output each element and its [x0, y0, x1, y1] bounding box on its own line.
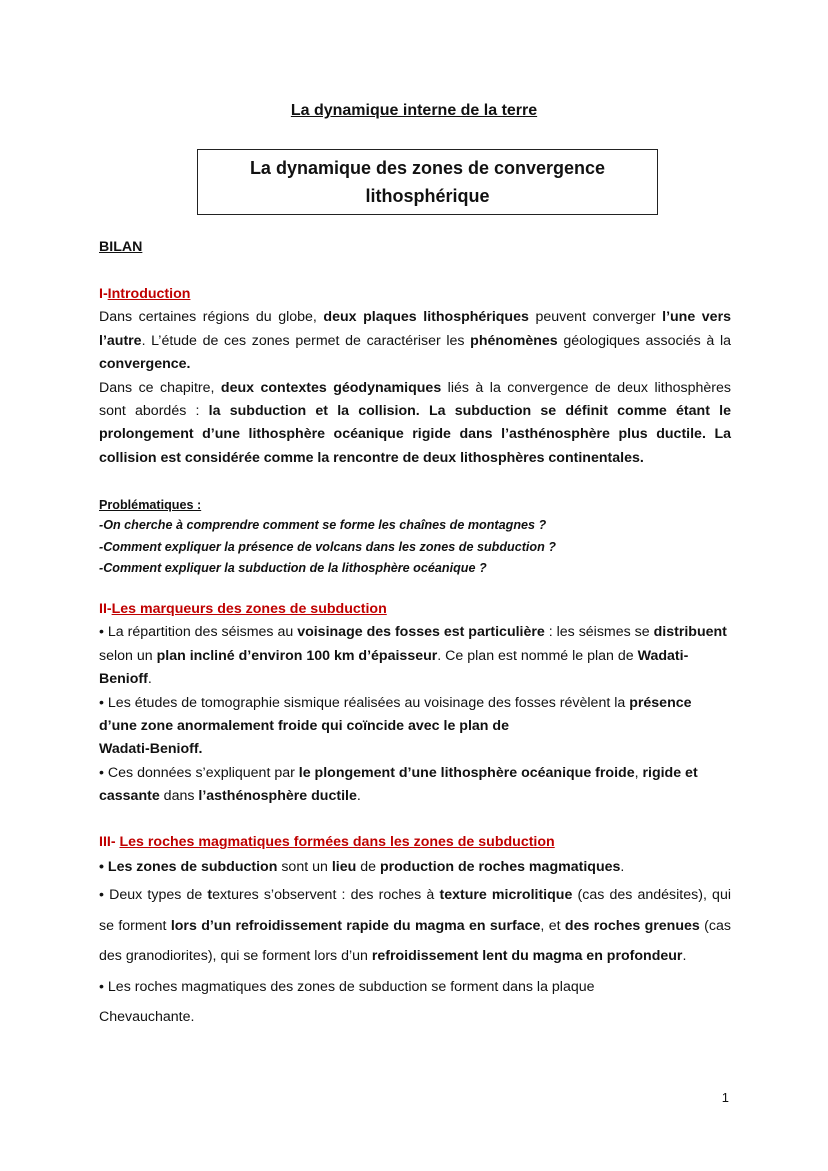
bullet-paragraph — [99, 854, 731, 880]
bullet-paragraph — [99, 972, 731, 1033]
bold-text: la subduction et la collision. La subduction se définit comme étant le prolongement d’une lithosphère océanique rigide dans l’asthénosphère plus ductile. La collision est considérée comme la rencontre de deux lithosphères continentales. — [99, 403, 731, 466]
text: sont un — [277, 859, 332, 875]
bold-text: Wadati-Benioff — [99, 647, 689, 688]
bullet-paragraph — [99, 692, 731, 762]
bold-text: l’asthénosphère ductile — [198, 788, 357, 805]
problematique-item: -Comment expliquer la subduction de la lithosphère océanique ? — [99, 561, 487, 575]
text: (cas des granodiorites), qui se forment lors d’un — [99, 917, 731, 964]
bullet-paragraph — [99, 880, 731, 972]
text: . Ce plan est nommé le plan de — [437, 647, 638, 664]
text: • La répartition des séismes au — [99, 624, 298, 641]
text: . — [356, 788, 361, 805]
text: , et — [540, 917, 565, 934]
text: Chevauchante. — [99, 1009, 195, 1025]
text: : les séismes se — [544, 624, 654, 641]
text: • Ces données s’expliquent par — [99, 764, 299, 781]
chapter-title-line1: La dynamique des zones de convergence — [249, 158, 606, 178]
bold-text: Wadati-Benioff. — [99, 741, 203, 758]
bold-text: deux contextes géodynamiques — [220, 379, 442, 396]
bold-text: plan incliné d’environ 100 km d’épaisseur — [156, 647, 438, 664]
section-marqueurs — [99, 598, 731, 809]
text: Dans ce chapitre, — [99, 379, 221, 396]
bold-text: présence d’une zone anormalement froide qui coïncide avec le plan de — [99, 694, 692, 735]
text: Dans certaines régions du globe, — [99, 309, 324, 326]
text: de — [356, 859, 380, 875]
bold-text: convergence. — [99, 356, 191, 373]
chapter-title-line2: lithosphérique — [365, 186, 490, 206]
bold-text: • Les zones de subduction — [99, 859, 278, 875]
bullet-paragraph — [99, 762, 731, 809]
bold-text: lieu — [331, 859, 357, 875]
text: , — [634, 764, 643, 781]
section-title: Introduction — [107, 286, 191, 302]
text: selon un — [99, 647, 157, 664]
bold-text: voisinage des fosses est particulière — [297, 624, 545, 641]
bilan-label: BILAN — [99, 239, 143, 255]
text: (cas des andésites), qui se forment — [99, 887, 731, 934]
bold-text: rigide et cassante — [99, 764, 698, 805]
problematique-item: -Comment expliquer la présence de volcans dans les zones de subduction ? — [99, 539, 556, 554]
text: peuvent converger — [528, 309, 663, 326]
problematiques-title: Problématiques : — [99, 498, 202, 512]
section-title: Les marqueurs des zones de subduction — [111, 601, 387, 617]
text: • Les roches magmatiques des zones de subduction se forment dans la plaque — [99, 978, 595, 995]
text: géologiques associés à la — [557, 332, 731, 349]
section-title: Les roches magmatiques formées dans les zones de subduction — [119, 834, 555, 850]
problematique-item: -On cherche à comprendre comment se forme les chaînes de montagnes ? — [99, 518, 547, 532]
bold-text: des roches grenues — [564, 917, 700, 934]
text: . — [620, 859, 625, 875]
bullet-paragraph — [99, 621, 731, 691]
text: . — [147, 671, 152, 688]
chapter-title-box — [197, 149, 658, 215]
bold-text: refroidissement lent du magma en profondeur — [371, 948, 683, 964]
section-number: I- — [99, 286, 108, 302]
text: . L’étude de ces zones permet de caractériser les — [141, 332, 471, 349]
bold-text: lors d’un refroidissement rapide du magma en surface — [170, 917, 541, 934]
section-introduction — [99, 283, 731, 470]
text: • Deux types de — [99, 887, 208, 903]
bold-text: production de roches magmatiques — [379, 859, 621, 875]
page-number: 1 — [721, 1090, 729, 1105]
section-heading-roches — [99, 830, 731, 854]
text: liés à la convergence de deux lithosphères sont abordés : — [99, 379, 731, 420]
section-number: III- — [99, 834, 120, 850]
bold-text: texture microlitique — [439, 887, 573, 903]
text: dans — [159, 788, 199, 805]
section-heading-introduction — [99, 283, 731, 306]
text: . — [682, 948, 687, 964]
section-heading-marqueurs — [99, 598, 731, 621]
text: extures s’observent : des roches à — [212, 887, 440, 903]
intro-paragraph-2 — [99, 377, 731, 471]
section-number: II- — [99, 601, 112, 617]
bold-text: le plongement d’une lithosphère océanique froide — [298, 764, 635, 781]
main-title: La dynamique interne de la terre — [290, 102, 538, 119]
problematiques-block — [99, 495, 731, 580]
section-roches-magmatiques — [99, 830, 731, 1033]
bold-text: l’une vers l’autre — [99, 309, 731, 349]
text: • Les études de tomographie sismique réalisées au voisinage des fosses révèlent la — [99, 694, 630, 711]
bold-text: deux plaques lithosphériques — [323, 309, 529, 326]
bold-text: t — [207, 887, 213, 903]
bold-text: phénomènes — [470, 332, 558, 349]
intro-paragraph-1 — [99, 306, 731, 376]
bold-text: distribuent — [653, 624, 727, 641]
